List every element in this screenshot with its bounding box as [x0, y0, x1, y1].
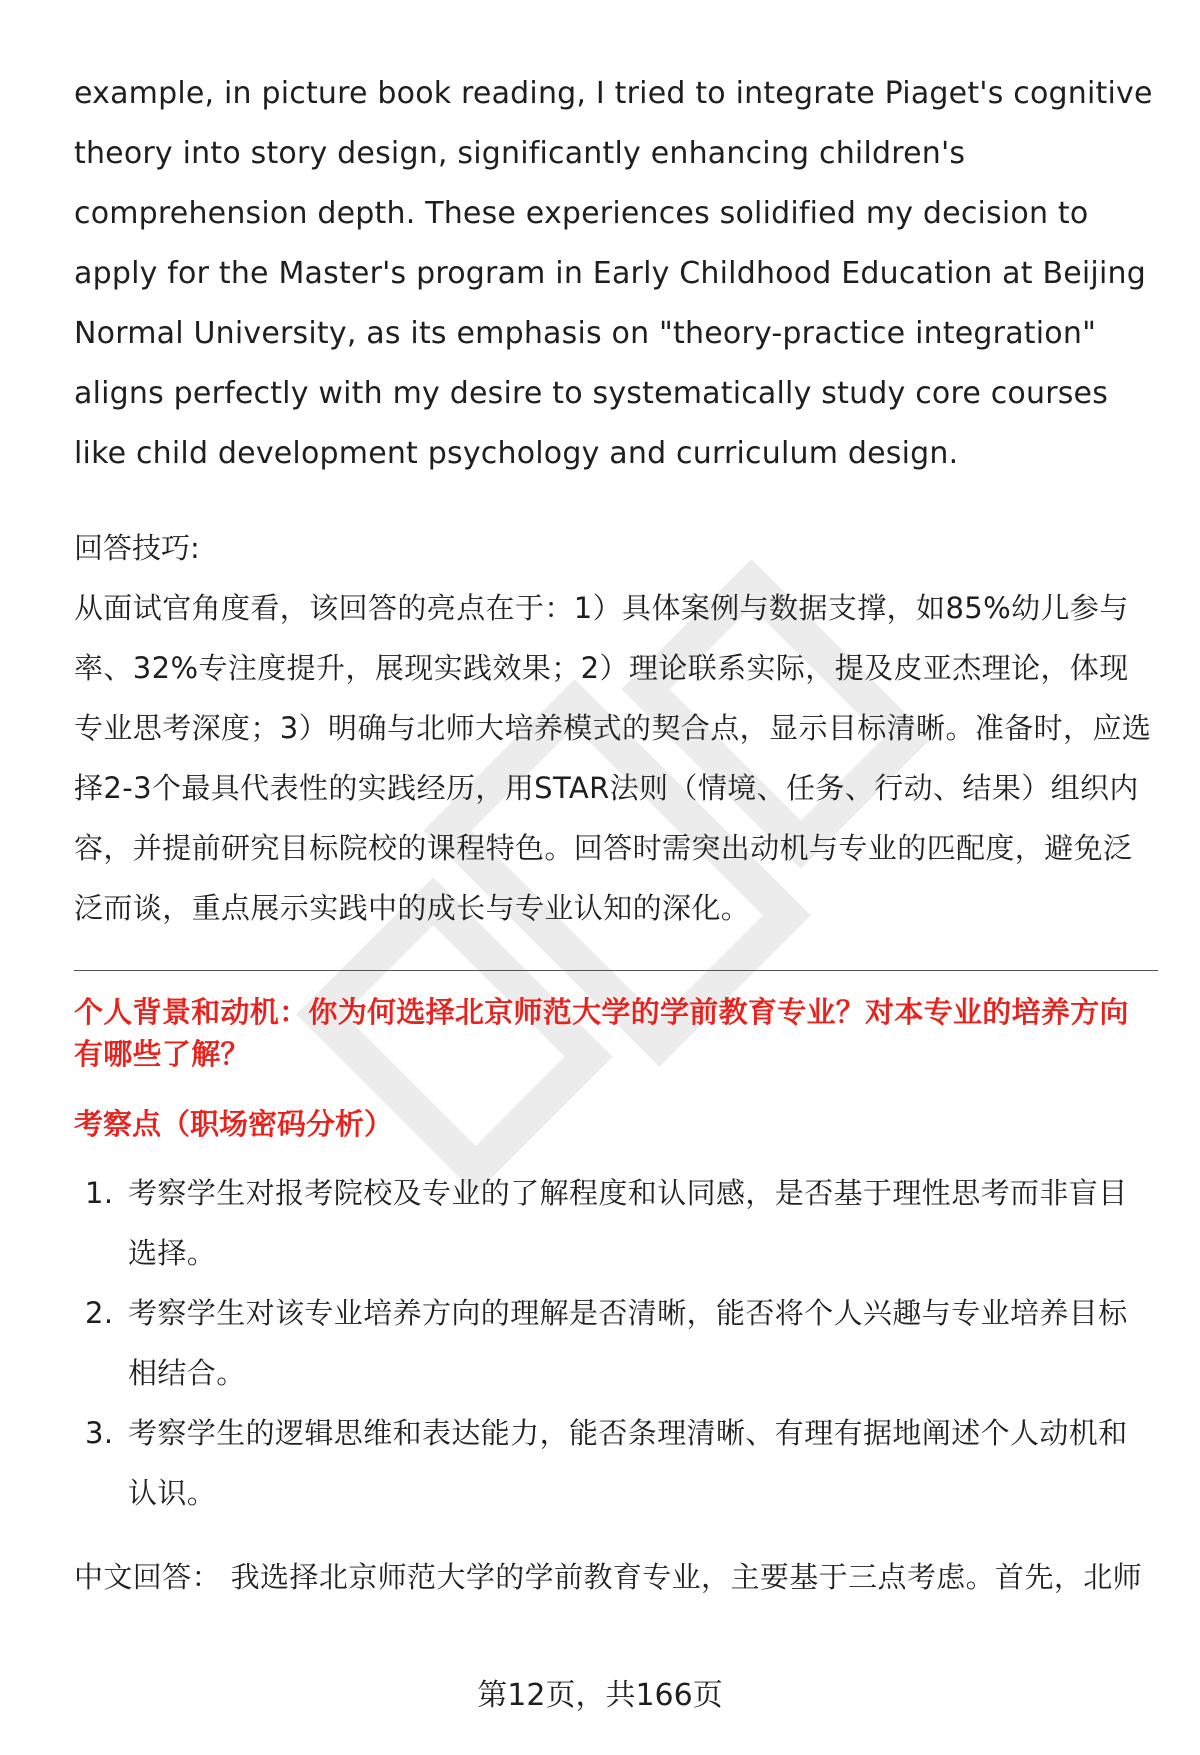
list-item-number: 2. [85, 1296, 114, 1330]
list-item-text: 考察学生对报考院校及专业的了解程度和认同感，是否基于理性思考而非盲目选择。 [128, 1176, 1128, 1270]
list-item [74, 1403, 1154, 1523]
list-item-text: 考察学生的逻辑思维和表达能力，能否条理清晰、有理有据地阐述个人动机和认识。 [128, 1416, 1128, 1510]
list-item [74, 1283, 1154, 1403]
list-item-text: 考察学生对该专业培养方向的理解是否清晰，能否将个人兴趣与专业培养目标相结合。 [128, 1296, 1128, 1390]
answer-text: 我选择北京师范大学的学前教育专业，主要基于三点考虑。首先，北师 [230, 1560, 1143, 1594]
answer-label: 中文回答： [74, 1560, 222, 1594]
tips-heading: 回答技巧: [74, 531, 200, 565]
section-divider [74, 970, 1158, 971]
page-footer: 第12页，共166页 [477, 1678, 723, 1713]
document-content [74, 64, 1154, 1607]
list-item-number: 1. [85, 1176, 114, 1210]
question-title: 个人背景和动机：你为何选择北京师范大学的学前教育专业？对本专业的培养方向有哪些了解？ [74, 995, 1129, 1071]
list-item-number: 3. [85, 1416, 114, 1450]
tips-paragraph: 从面试官角度看，该回答的亮点在于：1）具体案例与数据支撑，如85%幼儿参与率、32%专注度提升，展现实践效果；2）理论联系实际，提及皮亚杰理论，体现专业思考深度；3）明确与北师大培养模式的契合点，显示目标清晰。准备时，应选择2-3个最具代表性的实践经历，用STAR法则（情境、任务、行动、结果）组织内容，并提前研究目标院校的课程特色。回答时需突出动机与专业的匹配度，避免泛泛而谈，重点展示实践中的成长与专业认知的深化。 [74, 591, 1152, 925]
answer-line [74, 1547, 1154, 1607]
intro-paragraph: example, in picture book reading, I tried to integrate Piaget's cognitive theory into story design, significantly enhancing children's comprehension depth. These experiences solidified my decision to apply for the Master's program in Early Childhood Education at Beijing Normal University, as its emphasis on "theory-practice integration" aligns perfectly with my desire to systematically study core courses like child development psychology and curriculum design. [74, 76, 1153, 471]
assessment-list [74, 1163, 1154, 1523]
list-item [74, 1163, 1154, 1283]
assessment-heading: 考察点（职场密码分析） [74, 1107, 394, 1141]
